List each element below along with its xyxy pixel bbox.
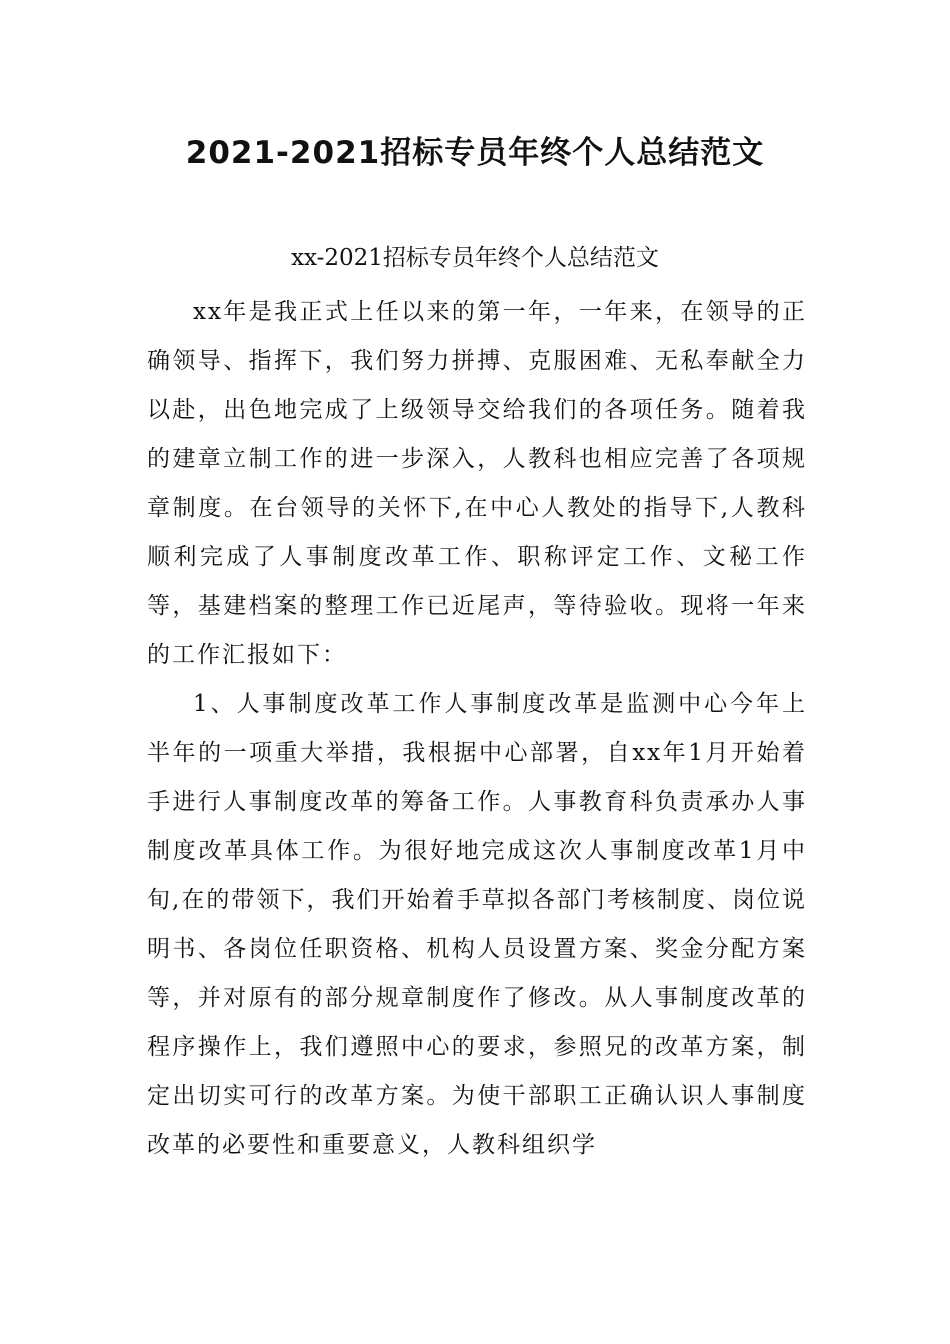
document-title: 2021-2021招标专员年终个人总结范文 [185, 135, 765, 171]
document-body [147, 288, 807, 1170]
body-paragraph: 1、人事制度改革工作人事制度改革是监测中心今年上半年的一项重大举措，我根据中心部署，自xx年1月开始着手进行人事制度改革的筹备工作。人事教育科负责承办人事制度改革具体工作。为很好地完成这次人事制度改革1月中旬,在的带领下，我们开始着手草拟各部门考核制度、岗位说明书、各岗位任职资格、机构人员设置方案、奖金分配方案等，并对原有的部分规章制度作了修改。从人事制度改革的程序操作上，我们遵照中心的要求，参照兄的改革方案，制定出切实可行的改革方案。为使干部职工正确认识人事制度改革的必要性和重要意义，人教科组织学 [147, 691, 807, 1158]
document-subtitle: xx-2021招标专员年终个人总结范文 [291, 245, 659, 271]
body-paragraph: xx年是我正式上任以来的第一年，一年来，在领导的正确领导、指挥下，我们努力拼搏、克服困难、无私奉献全力以赴，出色地完成了上级领导交给我们的各项任务。随着我的建章立制工作的进一步深入，人教科也相应完善了各项规章制度。在台领导的关怀下,在中心人教处的指导下,人教科顺利完成了人事制度改革工作、职称评定工作、文秘工作等，基建档案的整理工作已近尾声，等待验收。现将一年来的工作汇报如下： [147, 299, 807, 668]
